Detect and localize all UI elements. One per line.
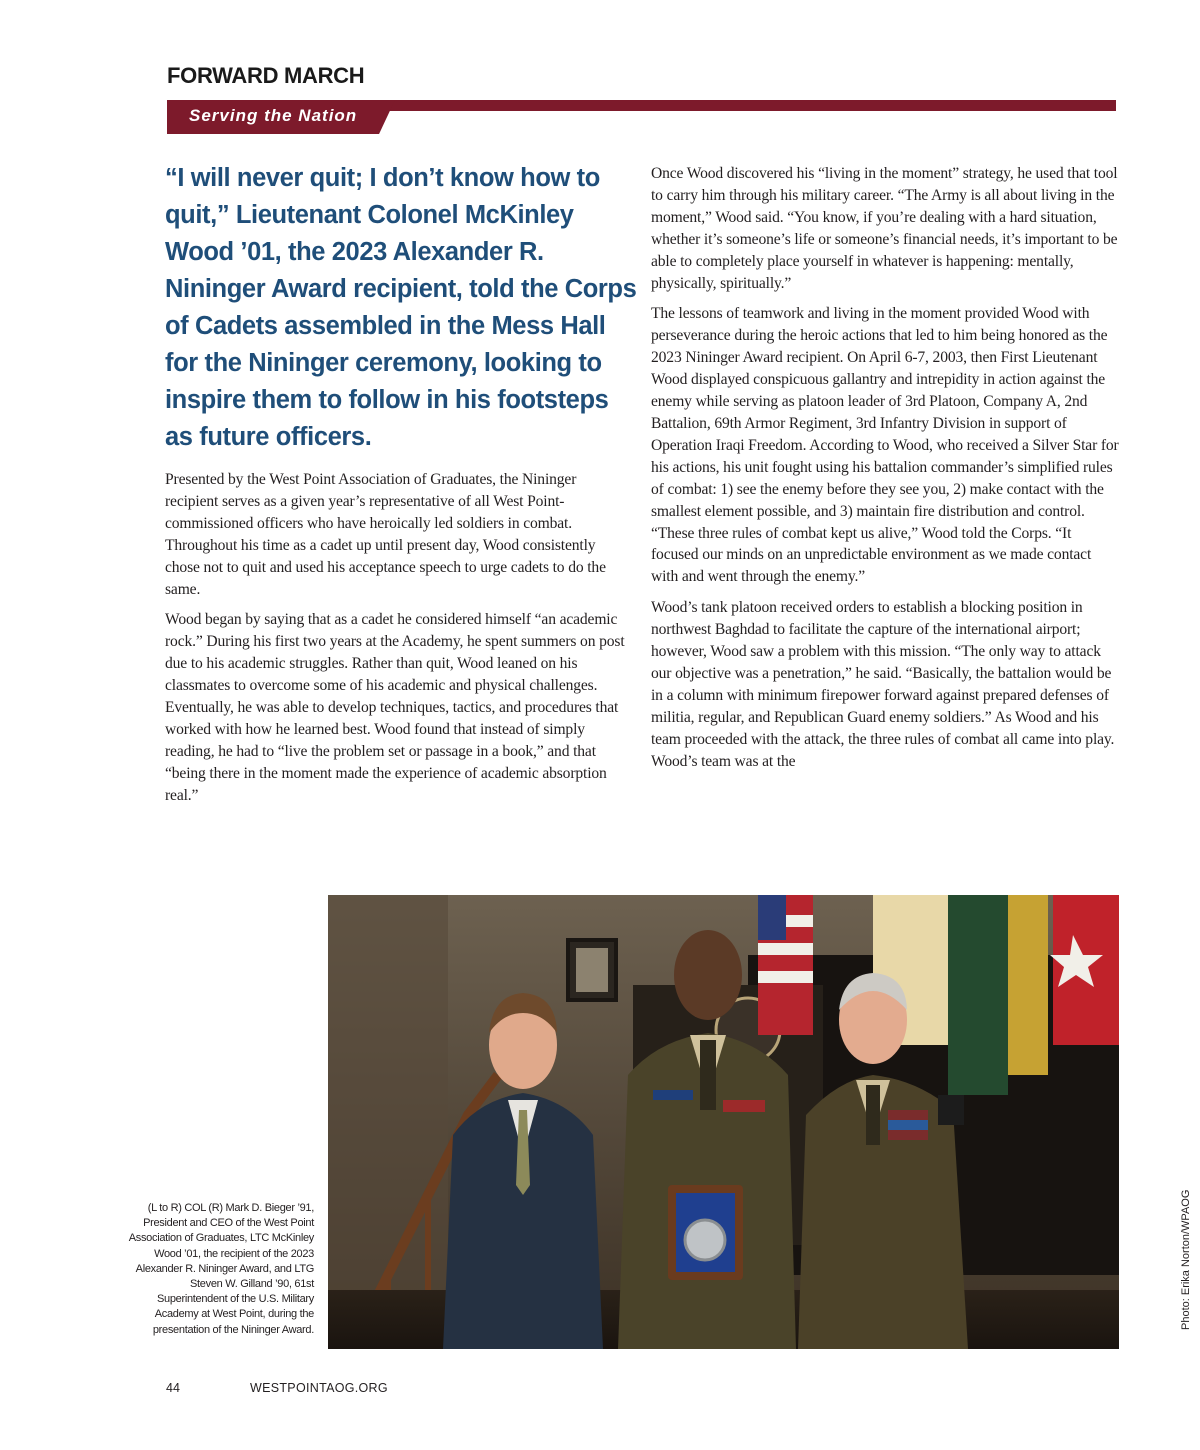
page-number: 44 [166, 1381, 180, 1395]
pull-quote: “I will never quit; I don’t know how to quit,” Lieutenant Colonel McKinley Wood ’01, the 2023 Alexander R. Nininger Award recipient, told the Corps of Cadets assembled in the Mess Hall for the Nininger ceremony, looking to inspire them to follow in his footsteps as future officers. [165, 164, 637, 451]
award-ceremony-photo [328, 895, 1119, 1349]
article-paragraph: Wood began by saying that as a cadet he considered himself “an academic rock.” During his first two years at the Academy, he spent summers on post due to his academic struggles. Rather than quit, Wood leaned on his classmates to overcome some of his academic and physical challenges. Eventually, he was able to develop techniques, tactics, and procedures that worked with how he learned best. Wood found that instead of simply reading, he had to “live the problem set or passage in a book,” and that “being there in the moment made the experience of academic absorption real.” [165, 611, 625, 804]
footer-site-url: WESTPOINTAOG.ORG [250, 1381, 388, 1395]
photo-caption: (L to R) COL (R) Mark D. Bieger ’91, President and CEO of the West Point Association of Graduates, LTC McKinley Wood ’01, the recipient of the 2023 Alexander R. Nininger Award, and LTG Steven W. Gilland ’90, 61st Superintendent of the U.S. Military Academy at West Point, during the presentation of the Nininger Award. [128, 1202, 314, 1336]
section-title: FORWARD MARCH [167, 63, 365, 88]
article-paragraph: The lessons of teamwork and living in the moment provided Wood with perseverance during the heroic actions that led to him being honored as the 2023 Nininger Award recipient. On April 6-7, 2003, then First Lieutenant Wood displayed conspicuous gallantry and intrepidity in action against the enemy while serving as platoon leader of 3rd Platoon, Company A, 2nd Battalion, 69th Armor Regiment, 3rd Infantry Division in support of Operation Iraqi Freedom. According to Wood, who received a Silver Star for his actions, his unit fought using his battalion commander’s simplified rules of combat: 1) see the enemy before they see you, 2) make contact with the smallest element possible, and 3) maintain fire distribution and control. “These three rules of combat kept us alive,” Wood told the Corps. “It focused our minds on an unpredictable environment as we made contact with and went through the enemy.” [651, 305, 1119, 586]
article-column-right [651, 163, 1119, 781]
photo-credit: Photo: Erika Norton/WPAOG [1180, 1189, 1192, 1330]
article-paragraph: Wood’s tank platoon received orders to establish a blocking position in northwest Baghdad to facilitate the capture of the international airport; however, Wood saw a problem with this mission. “The only way to attack our objective was a penetration,” he said. “Basically, the battalion would be in a column with minimum firepower forward against prepared defenses of militia, regular, and Republican Guard enemy soldiers.” As Wood and his team proceeded with the attack, the three rules of combat all came into play. Wood’s team was at the [651, 599, 1115, 770]
article-column-left [165, 469, 633, 816]
article-paragraph: Presented by the West Point Association of Graduates, the Nininger recipient serves as a given year’s representative of all West Point-commissioned officers who have heroically led soldiers in combat. Throughout his time as a cadet up until present day, Wood consistently chose not to quit and used his acceptance speech to urge cadets to do the same. [165, 471, 606, 598]
award-medal [685, 1220, 725, 1260]
article-paragraph: Once Wood discovered his “living in the moment” strategy, he used that tool to carry him through his military career. “The Army is all about living in the moment,” Wood said. “You know, if you’re dealing with a hard situation, whether it’s someone’s life or someone’s financial needs, it’s important to be able to completely place yourself in whatever is happening: mentally, physically, spiritually.” [651, 165, 1118, 292]
section-banner-label: Serving the Nation [189, 106, 358, 125]
